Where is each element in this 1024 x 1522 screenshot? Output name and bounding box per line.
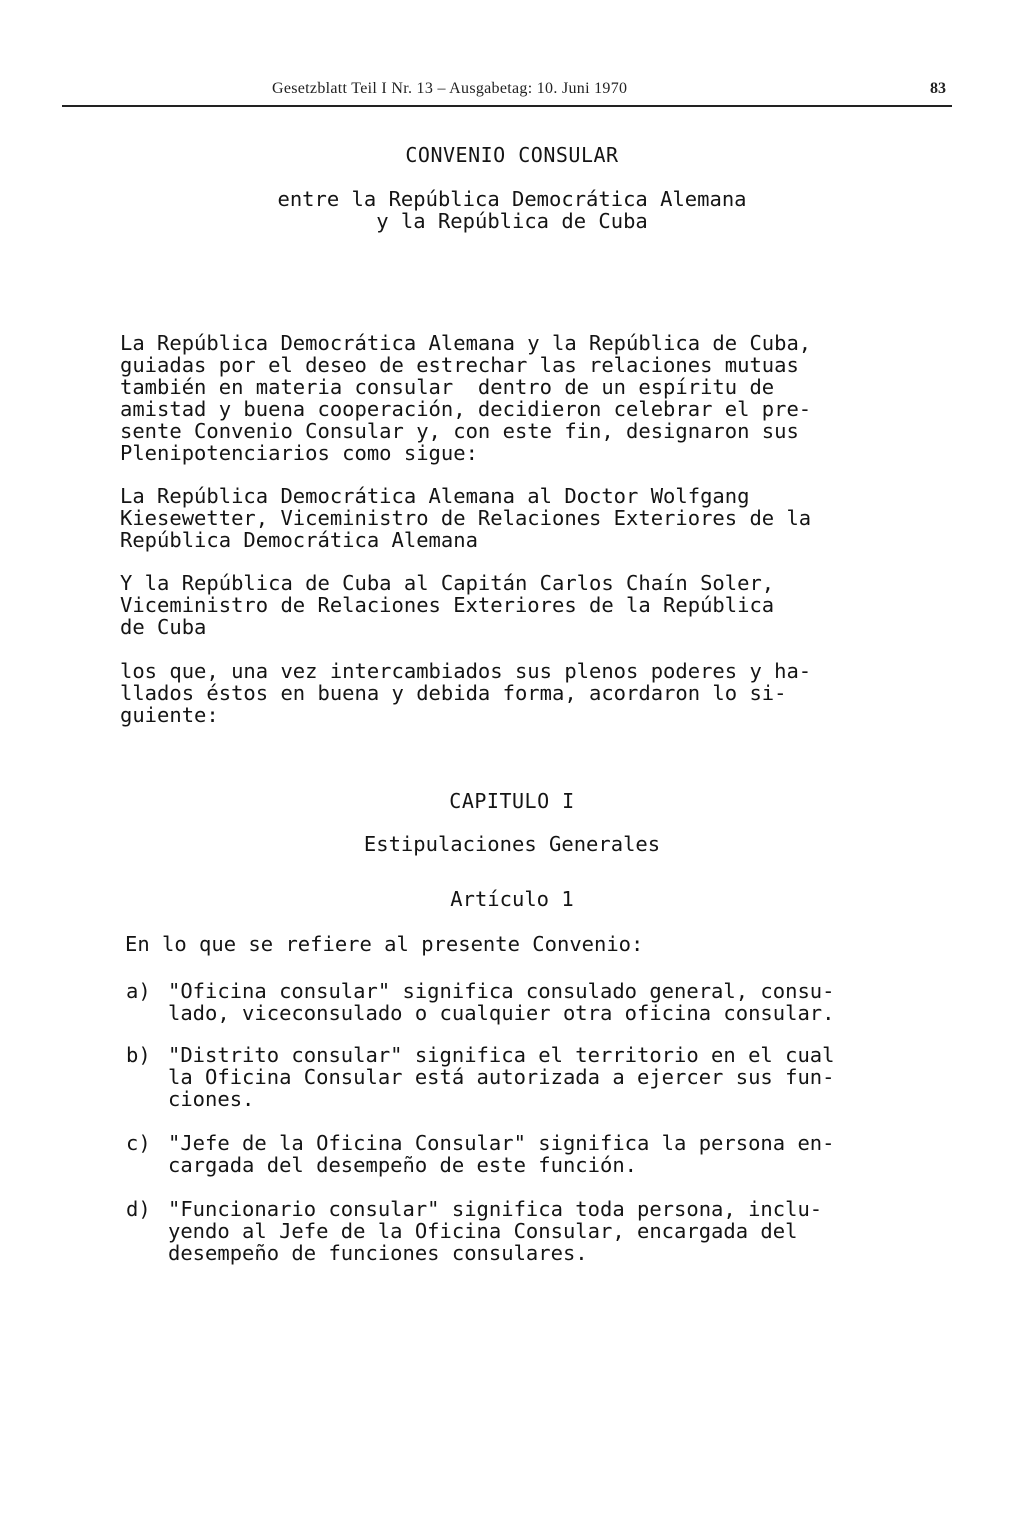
document-subtitle-line-2: y la República de Cuba: [376, 209, 648, 233]
paragraph-line: Plenipotenciarios como sigue:: [120, 441, 478, 465]
item-line: desempeño de funciones consulares.: [168, 1241, 588, 1265]
paragraph-line: República Democrática Alemana: [120, 528, 478, 552]
paragraph-line: sente Convenio Consular y, con este fin, designaron sus: [120, 419, 799, 443]
paragraph-line: Viceministro de Relaciones Exteriores de la República: [120, 593, 775, 617]
chapter-subtitle: Estipulaciones Generales: [363, 832, 661, 856]
paragraph-line: amistad y buena cooperación, decidieron celebrar el pre-: [120, 397, 812, 421]
running-header: [62, 78, 952, 108]
document-subtitle-line-1: entre la República Democrática Alemana: [277, 187, 747, 211]
header-rule: [62, 105, 952, 107]
paragraph-line: Kiesewetter, Viceministro de Relaciones Exteriores de la: [120, 506, 812, 530]
item-marker: c): [126, 1131, 151, 1155]
item-line: ciones.: [168, 1087, 255, 1111]
paragraph-line: La República Democrática Alemana y la República de Cuba,: [120, 331, 812, 355]
item-line: yendo al Jefe de la Oficina Consular, encargada del: [168, 1219, 798, 1243]
item-line: "Distrito consular" significa el territorio en el cual: [168, 1043, 835, 1067]
document-title: CONVENIO CONSULAR: [405, 143, 619, 167]
item-line: la Oficina Consular está autorizada a ejercer sus fun-: [168, 1065, 835, 1089]
article-intro: En lo que se refiere al presente Convenio:: [125, 932, 644, 956]
item-line: cargada del desempeño de este función.: [168, 1153, 637, 1177]
item-marker: a): [126, 979, 151, 1003]
paragraph-line: La República Democrática Alemana al Doctor Wolfgang: [120, 484, 750, 508]
page-number: 83: [930, 80, 946, 97]
article-title: Artículo 1: [450, 887, 574, 911]
item-line: "Jefe de la Oficina Consular" significa la persona en-: [168, 1131, 835, 1155]
paragraph-line: guiente:: [120, 703, 219, 727]
item-marker: d): [126, 1197, 151, 1221]
paragraph-line: los que, una vez intercambiados sus plenos poderes y ha-: [120, 659, 812, 683]
paragraph-line: de Cuba: [120, 615, 207, 639]
item-marker: b): [126, 1043, 151, 1067]
item-line: "Funcionario consular" significa toda persona, inclu-: [168, 1197, 823, 1221]
paragraph-line: también en materia consular dentro de un espíritu de: [120, 375, 775, 399]
item-line: "Oficina consular" significa consulado general, consu-: [168, 979, 835, 1003]
chapter-title: CAPITULO I: [449, 789, 575, 813]
paragraph-line: guiadas por el deseo de estrechar las relaciones mutuas: [120, 353, 799, 377]
paragraph-line: llados éstos en buena y debida forma, acordaron lo si-: [120, 681, 787, 705]
item-line: lado, viceconsulado o cualquier otra oficina consular.: [168, 1001, 835, 1025]
running-title: Gesetzblatt Teil I Nr. 13 – Ausgabetag: 10. Juni 1970: [272, 80, 628, 97]
paragraph-line: Y la República de Cuba al Capitán Carlos Chaín Soler,: [120, 571, 775, 595]
